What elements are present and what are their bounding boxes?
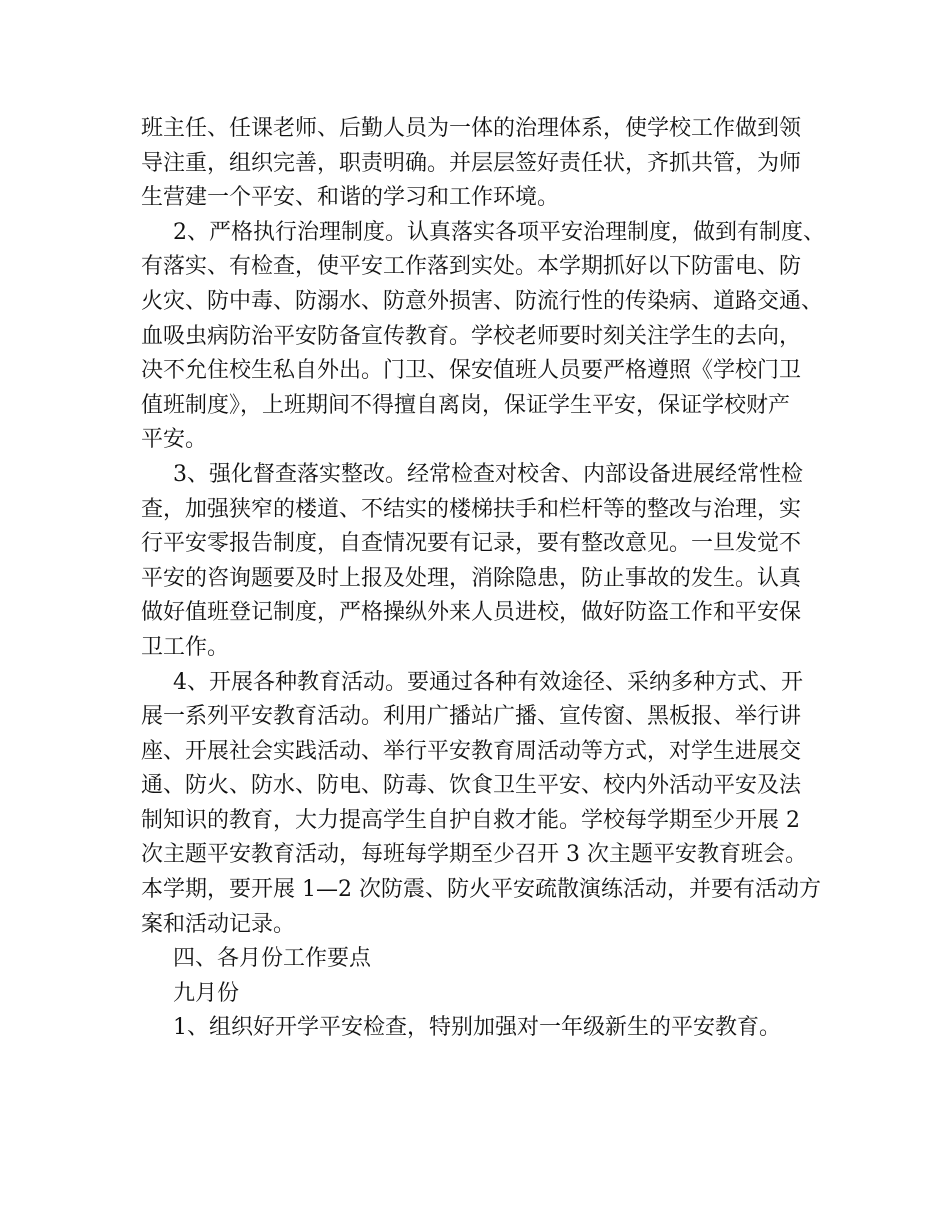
text-line: 4、开展各种教育活动。要通过各种有效途径、采纳多种方式、开: [173, 669, 803, 695]
text-line: 生营建一个平安、和谐的学习和工作环境。: [141, 185, 560, 211]
text-line: 平安的咨询题要及时上报及处理，消除隐患，防止事故的发生。认真: [141, 565, 802, 591]
text-line: 做好值班登记制度，严格操纵外来人员进校，做好防盗工作和平安保: [141, 600, 802, 626]
text-line: 导注重，组织完善，职责明确。并层层签好责任状，齐抓共管，为师: [141, 150, 802, 176]
text-line: 班主任、任课老师、后勤人员为一体的治理体系，使学校工作做到领: [141, 116, 802, 141]
text-line: 行平安零报告制度，自查情况要有记录，要有整改意见。一旦发觉不: [141, 531, 802, 557]
text-line: 值班制度》，上班期间不得擅自离岗，保证学生平安，保证学校财产: [141, 392, 791, 418]
text-line: 通、防火、防水、防电、防毒、饮食卫生平安、校内外活动平安及法: [141, 773, 802, 799]
text-line: 卫工作。: [141, 634, 230, 660]
text-line: 九月份: [173, 980, 240, 1006]
text-line: 3、强化督查落实整改。经常检查对校舍、内部设备进展经常性检: [173, 461, 803, 487]
text-line: 次主题平安教育活动，每班每学期至少召开 3 次主题平安教育班会。: [141, 842, 807, 868]
text-line: 查，加强狭窄的楼道、不结实的楼梯扶手和栏杆等的整改与治理，实: [141, 496, 802, 522]
text-line: 四、各月份工作要点: [173, 946, 372, 972]
text-line: 制知识的教育，大力提高学生自护自救才能。学校每学期至少开展 2: [141, 807, 800, 833]
text-line: 平安。: [141, 427, 208, 453]
text-line: 案和活动记录。: [141, 911, 296, 937]
text-line: 本学期，要开展 1—2 次防震、防火平安疏散演练活动，并要有活动方: [141, 877, 821, 903]
text-line: 展一系列平安教育活动。利用广播站广播、宣传窗、黑板报、举行讲: [141, 704, 802, 730]
text-line: 1、组织好开学平安检查，特别加强对一年级新生的平安教育。: [173, 1015, 781, 1041]
text-line: 决不允住校生私自外出。门卫、保安值班人员要严格遵照《学校门卫: [141, 358, 802, 384]
document-body: [141, 112, 831, 1046]
text-line: 血吸虫病防治平安防备宣传教育。学校老师要时刻关注学生的去向，: [141, 323, 802, 349]
text-line: 座、开展社会实践活动、举行平安教育周活动等方式，对学生进展交: [141, 738, 802, 764]
text-line: 2、严格执行治理制度。认真落实各项平安治理制度，做到有制度、: [173, 219, 825, 245]
text-line: 有落实、有检查，使平安工作落到实处。本学期抓好以下防雷电、防: [141, 254, 802, 280]
text-line: 火灾、防中毒、防溺水、防意外损害、防流行性的传染病、道路交通、: [141, 288, 824, 314]
